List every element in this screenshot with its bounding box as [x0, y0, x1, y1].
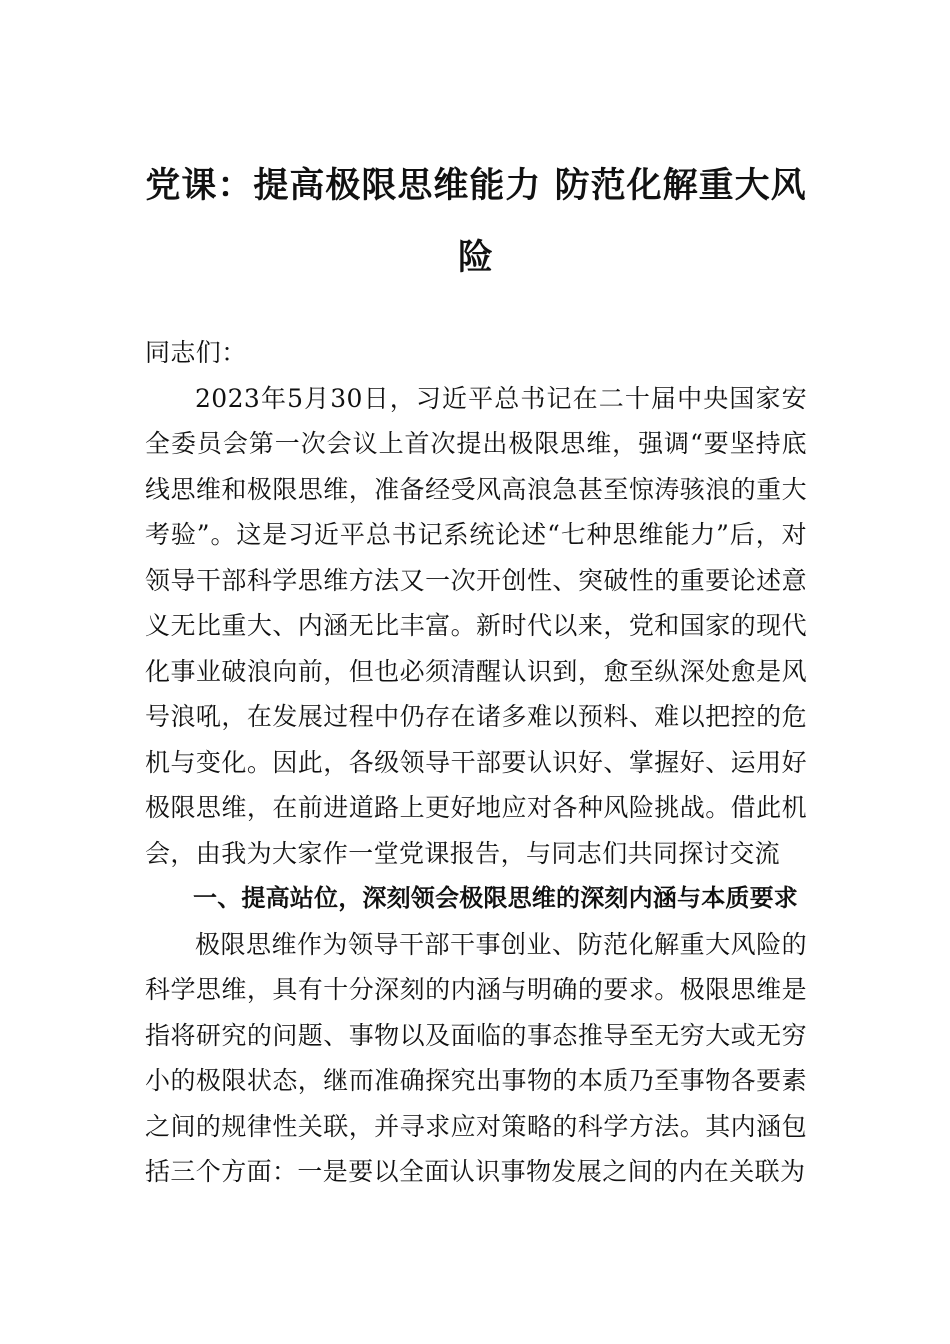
salutation: 同志们：: [145, 338, 247, 367]
document-title: 党课：提高极限思维能力 防范化解重大风险: [145, 165, 807, 278]
intro-paragraph: 2023年5月30日，习近平总书记在二十届中央国家安全委员会第一次会议上首次提出极限思维，强调“要坚持底线思维和极限思维，准备经受风高浪急甚至惊涛骇浪的重大考验”。这是习近平总书记系统论述“七种思维能力”后，对领导干部科学思维方法又一次开创性、突破性的重要论述意义无比重大、内涵无比丰富。新时代以来，党和国家的现代化事业破浪向前，但也必须清醒认识到，愈至纵深处愈是风号浪吼，在发展过程中仍存在诸多难以预料、难以把控的危机与变化。因此，各级领导干部要认识好、掌握好、运用好极限思维，在前进道路上更好地应对各种风险挑战。借此机会，由我为大家作一堂党课报告，与同志们共同探讨交流: [145, 383, 807, 868]
section-heading-1: 一、提高站位，深刻领会极限思维的深刻内涵与本质要求: [193, 884, 798, 912]
document-body: [145, 330, 807, 1195]
document-page: [145, 0, 807, 1344]
section-1-paragraph: 极限思维作为领导干部干事创业、防范化解重大风险的科学思维，具有十分深刻的内涵与明确的要求。极限思维是指将研究的问题、事物以及面临的事态推导至无穷大或无穷小的极限状态，继而准确探究出事物的本质乃至事物各要素之间的规律性关联，并寻求应对策略的科学方法。其内涵包括三个方面：一是要以全面认识事物发展之间的内在关联为: [145, 929, 807, 1186]
